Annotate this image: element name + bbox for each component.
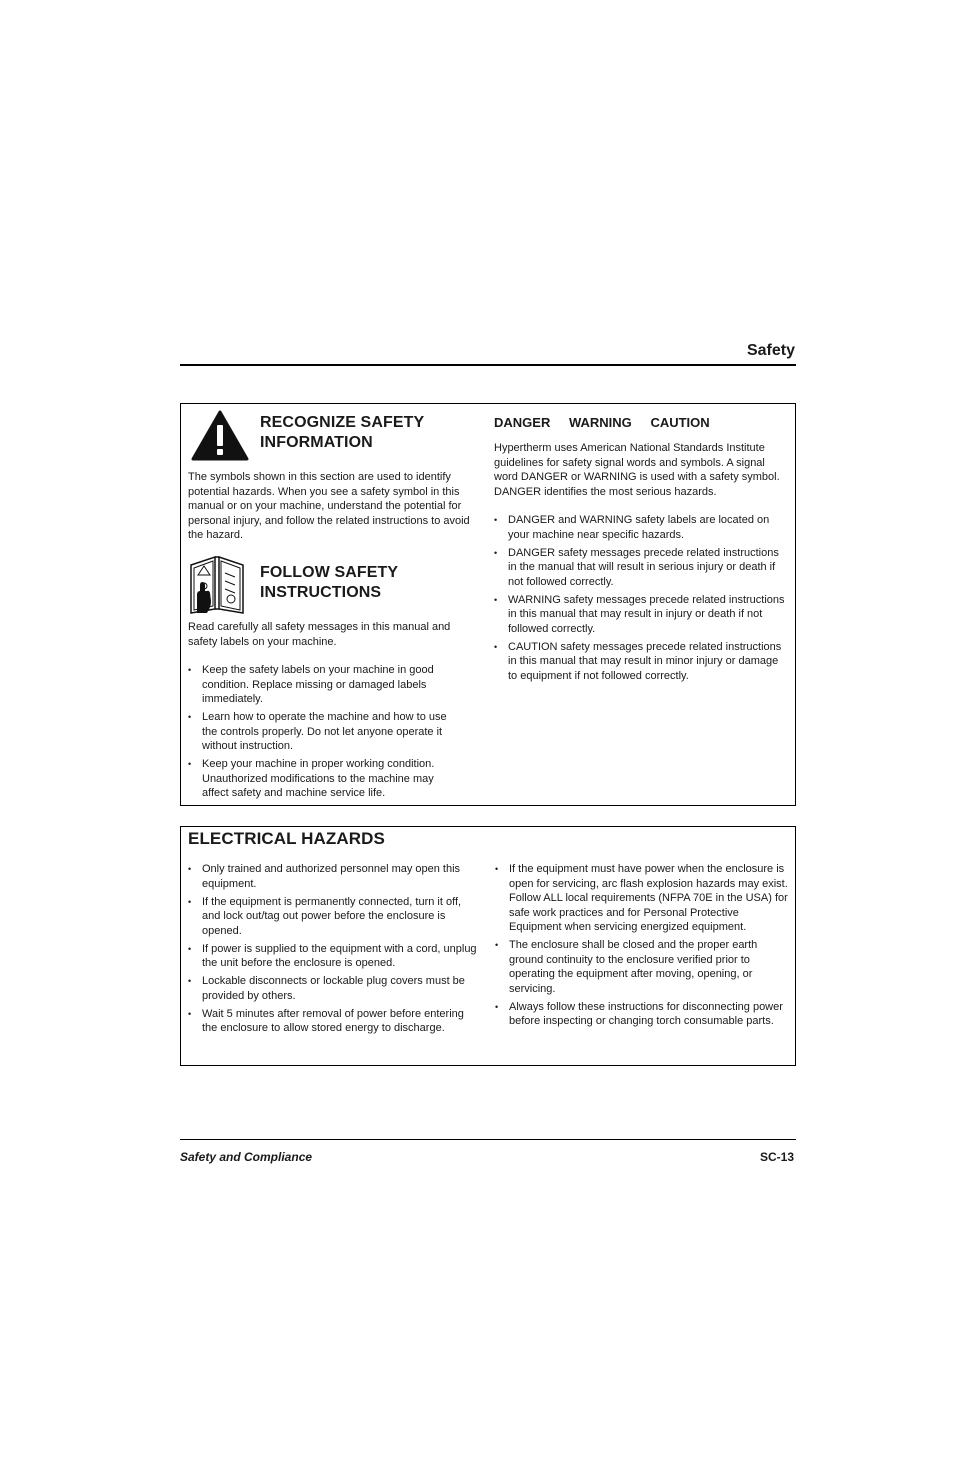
list-item: • Always follow these instructions for disconnecting power before inspecting or changing torch consumable parts. — [495, 1000, 789, 1029]
recognize-title — [260, 413, 424, 453]
list-item: • WARNING safety messages precede related instructions in this manual that may result in injury or death if not followed correctly. — [494, 593, 790, 637]
recognize-title-line1: RECOGNIZE SAFETY — [260, 414, 425, 431]
signal-word-warning: WARNING — [568, 415, 632, 430]
section-title: Safety — [746, 342, 795, 359]
warning-triangle-icon — [191, 410, 249, 462]
signal-bullet-list — [494, 513, 790, 687]
list-item: • Lockable disconnects or lockable plug covers must be provided by others. — [188, 974, 480, 1003]
read-manual-icon — [187, 555, 247, 615]
electrical-right-list — [495, 862, 789, 1032]
footer-rule — [180, 1139, 796, 1140]
list-item: • CAUTION safety messages precede related instructions in this manual that may result in minor injury or damage to equipment if not followed correctly. — [494, 640, 790, 684]
signal-words-heading — [494, 415, 710, 430]
list-item: • Only trained and authorized personnel may open this equipment. — [188, 862, 480, 891]
follow-title-line1: FOLLOW SAFETY — [260, 564, 399, 581]
list-item: • Wait 5 minutes after removal of power before entering the enclosure to allow stored energy to discharge. — [188, 1007, 480, 1036]
list-item: • DANGER and WARNING safety labels are located on your machine near specific hazards. — [494, 513, 790, 542]
electrical-title: ELECTRICAL HAZARDS — [188, 829, 385, 848]
electrical-left-list — [188, 862, 480, 1039]
signal-word-danger: DANGER — [494, 415, 551, 430]
signal-word-caution: CAUTION — [650, 415, 710, 430]
page-number: SC-13 — [759, 1150, 794, 1164]
header-rule — [180, 364, 796, 366]
list-item: • Keep the safety labels on your machine in good condition. Replace missing or damaged labels immediately. — [188, 663, 460, 707]
recognize-title-line2: INFORMATION — [260, 434, 373, 451]
follow-body: Read carefully all safety messages in this manual and safety labels on your machine. — [188, 621, 451, 648]
list-item: • If the equipment must have power when the enclosure is open for servicing, arc flash explosion hazards may exist. Follow ALL local requirements (NFPA 70E in the USA) for safe work practices and for Personal Protective Equipment when servicing energized equipment. — [495, 862, 789, 935]
follow-bullet-list — [188, 663, 460, 804]
footer-title: Safety and Compliance — [180, 1150, 313, 1164]
list-item: • If the equipment is permanently connected, turn it off, and lock out/tag out power before the enclosure is opened. — [188, 895, 480, 939]
list-item: • The enclosure shall be closed and the proper earth ground continuity to the enclosure verified prior to operating the equipment after moving, opening, or servicing. — [495, 938, 789, 996]
signal-body: Hypertherm uses American National Standards Institute guidelines for safety signal words and symbols. A signal word DANGER or WARNING is used with a safety symbol. DANGER identifies the most serious hazards. — [494, 442, 780, 498]
list-item: • Keep your machine in proper working condition. Unauthorized modifications to the machine may affect safety and machine service life. — [188, 757, 460, 801]
list-item: • DANGER safety messages precede related instructions in the manual that will result in serious injury or death if not followed correctly. — [494, 546, 790, 590]
recognize-body: The symbols shown in this section are used to identify potential hazards. When you see a safety symbol in this manual or on your machine, understand the potential for personal injury, and follow the related instructions to avoid the hazard. — [188, 471, 470, 541]
follow-title-line2: INSTRUCTIONS — [260, 584, 382, 601]
follow-title — [260, 563, 398, 603]
list-item: • Learn how to operate the machine and how to use the controls properly. Do not let anyone operate it without instruction. — [188, 710, 460, 754]
list-item: • If power is supplied to the equipment with a cord, unplug the unit before the enclosure is opened. — [188, 942, 480, 971]
